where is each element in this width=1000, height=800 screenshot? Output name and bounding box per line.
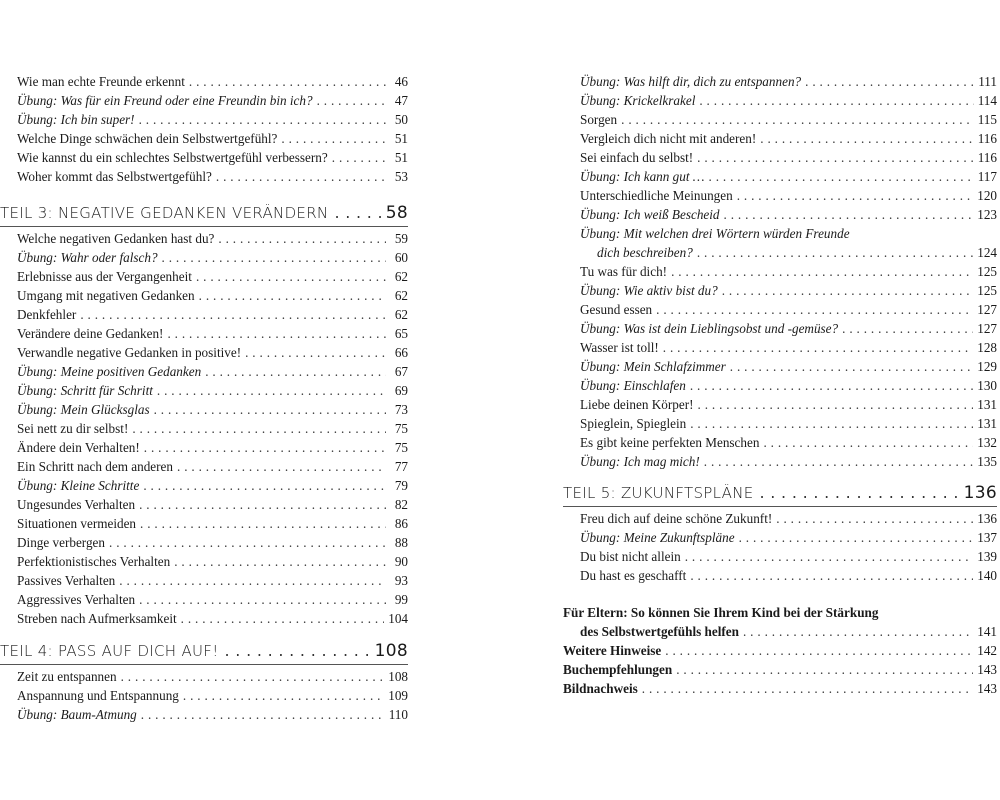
parents-entry-continuation[interactable] xyxy=(580,622,997,641)
entry-page: 67 xyxy=(394,364,408,379)
leader-dots xyxy=(177,457,386,476)
entry-page: 129 xyxy=(977,359,997,374)
parents-title-continued: des Selbstwertgefühls helfen xyxy=(580,624,739,639)
toc-entry[interactable] xyxy=(580,167,997,186)
entry-title: Aggressives Verhalten xyxy=(17,592,136,607)
entry-title: Woher kommt das Selbstwertgefühl? xyxy=(17,169,212,184)
entry-title: Denkfehler xyxy=(17,307,77,322)
entry-page: 124 xyxy=(977,245,997,260)
toc-entry[interactable] xyxy=(580,72,997,91)
toc-entry[interactable] xyxy=(580,395,997,414)
leader-dots xyxy=(157,381,386,400)
toc-entry[interactable] xyxy=(17,552,408,571)
entry-page: 46 xyxy=(394,74,408,89)
part-title: TEIL 5: ZUKUNFTSPLÄNE xyxy=(563,484,754,502)
toc-entry[interactable] xyxy=(17,305,408,324)
leader-dots xyxy=(216,167,386,186)
toc-entry[interactable] xyxy=(580,110,997,129)
entry-title: Übung: Ich weiß Bescheid xyxy=(580,207,720,222)
entry-page: 62 xyxy=(394,269,408,284)
toc-entry[interactable] xyxy=(17,362,408,381)
leader-dots xyxy=(685,547,973,566)
entry-title: Übung: Wahr oder falsch? xyxy=(17,250,158,265)
entry-page: 111 xyxy=(978,74,997,89)
entry-page: 51 xyxy=(394,131,408,146)
entry-title: Übung: Was für ein Freund oder eine Freundin bin ich? xyxy=(17,93,313,108)
part-heading-3[interactable] xyxy=(0,203,408,223)
toc-entry[interactable] xyxy=(17,381,408,400)
entry-title: Übung: Meine Zukunftspläne xyxy=(580,530,735,545)
leader-dots xyxy=(690,414,973,433)
entry-page: 86 xyxy=(394,516,408,531)
toc-entry[interactable] xyxy=(17,590,408,609)
toc-entry[interactable] xyxy=(580,509,997,528)
entry-title: Übung: Baum-Atmung xyxy=(17,707,137,722)
entry-title: Übung: Einschlafen xyxy=(580,378,686,393)
entry-title: Ändere dein Verhalten! xyxy=(17,440,140,455)
entry-page: 62 xyxy=(394,288,408,303)
toc-entry[interactable] xyxy=(17,72,408,91)
toc-entry[interactable] xyxy=(17,110,408,129)
toc-entry[interactable] xyxy=(580,319,997,338)
entry-title: Wie kannst du ein schlechtes Selbstwertgefühl verbessern? xyxy=(17,150,328,165)
entry-title: Du bist nicht allein xyxy=(580,549,681,564)
part-page: 108 xyxy=(374,641,408,661)
toc-entry[interactable] xyxy=(580,566,997,585)
toc-entry[interactable] xyxy=(580,186,997,205)
leader-dots xyxy=(739,528,974,547)
entry-page: 130 xyxy=(977,378,997,393)
entry-page: 128 xyxy=(977,340,997,355)
leader-dots xyxy=(665,641,973,660)
entry-page: 125 xyxy=(977,283,997,298)
entry-title: Übung: Wie aktiv bist du? xyxy=(580,283,718,298)
entry-page: 75 xyxy=(394,440,408,455)
entry-title: Übung: Krickelkrakel xyxy=(580,93,696,108)
entry-title: Ein Schritt nach dem anderen xyxy=(17,459,173,474)
entry-title: Dinge verbergen xyxy=(17,535,106,550)
toc-entry[interactable] xyxy=(580,129,997,148)
toc-entry[interactable] xyxy=(17,495,408,514)
entry-page: 99 xyxy=(394,592,408,607)
entry-title: Es gibt keine perfekten Menschen xyxy=(580,435,760,450)
entry-page: 125 xyxy=(977,264,997,279)
toc-entry[interactable] xyxy=(580,528,997,547)
toc-entry[interactable] xyxy=(580,338,997,357)
entry-page: 131 xyxy=(977,416,997,431)
leader-dots xyxy=(760,483,960,502)
entry-page: 77 xyxy=(394,459,408,474)
entry-title: Buchempfehlungen xyxy=(563,662,673,677)
toc-entry[interactable] xyxy=(17,267,408,286)
toc-entry[interactable] xyxy=(17,419,408,438)
leader-dots xyxy=(722,281,974,300)
leader-dots xyxy=(776,509,973,528)
part-title: TEIL 4: PASS AUF DICH AUF! xyxy=(0,642,219,660)
leader-dots xyxy=(676,660,973,679)
leader-dots xyxy=(174,552,386,571)
toc-entry[interactable] xyxy=(17,533,408,552)
leader-dots xyxy=(690,376,973,395)
leader-dots xyxy=(121,667,385,686)
leader-dots xyxy=(842,319,973,338)
entry-title: Spieglein, Spieglein xyxy=(580,416,687,431)
entry-title: Zeit zu entspannen xyxy=(17,669,117,684)
leader-dots xyxy=(132,419,386,438)
parents-entry[interactable] xyxy=(563,603,997,622)
entry-title: Welche negativen Gedanken hast du? xyxy=(17,231,215,246)
part-heading-4[interactable] xyxy=(0,641,408,661)
entry-title: Vergleich dich nicht mit anderen! xyxy=(580,131,757,146)
leader-dots xyxy=(225,641,371,660)
entry-title: Perfektionistisches Verhalten xyxy=(17,554,171,569)
toc-entry[interactable] xyxy=(580,281,997,300)
entry-page: 120 xyxy=(977,188,997,203)
entry-page: 60 xyxy=(394,250,408,265)
entry-page: 136 xyxy=(977,511,997,526)
toc-entry-continuation[interactable] xyxy=(597,243,997,262)
leader-dots xyxy=(144,438,386,457)
entry-title: Du hast es geschafft xyxy=(580,568,687,583)
leader-dots xyxy=(663,338,973,357)
entry-title: Übung: Ich mag mich! xyxy=(580,454,700,469)
toc-entry[interactable] xyxy=(17,400,408,419)
entry-page: 143 xyxy=(977,662,997,677)
leader-dots xyxy=(143,476,386,495)
leader-dots xyxy=(139,590,386,609)
part-page: 58 xyxy=(385,203,408,223)
toc-entry[interactable] xyxy=(580,376,997,395)
entry-page: 66 xyxy=(394,345,408,360)
toc-entry[interactable] xyxy=(580,357,997,376)
toc-entry[interactable] xyxy=(17,343,408,362)
entry-page: 50 xyxy=(394,112,408,127)
leader-dots xyxy=(189,72,386,91)
entry-title: Erlebnisse aus der Vergangenheit xyxy=(17,269,192,284)
leader-dots xyxy=(724,205,974,224)
entry-title: Übung: Mit welchen drei Wörtern würden Freunde xyxy=(580,226,850,241)
part-heading-5[interactable] xyxy=(563,483,997,503)
entry-page: 132 xyxy=(977,435,997,450)
toc-entry[interactable] xyxy=(580,262,997,281)
toc-entry[interactable] xyxy=(17,248,408,267)
entry-title: Weitere Hinweise xyxy=(563,643,662,658)
entry-page: 140 xyxy=(977,568,997,583)
entry-title: Unterschiedliche Meinungen xyxy=(580,188,733,203)
entry-title: Übung: Kleine Schritte xyxy=(17,478,140,493)
leader-dots xyxy=(760,129,973,148)
entry-page: 116 xyxy=(977,150,997,165)
entry-page: 109 xyxy=(388,688,408,703)
entry-title: Übung: Was ist dein Lieblingsobst und -gemüse? xyxy=(580,321,839,336)
entry-page: 93 xyxy=(394,573,408,588)
heading-rule xyxy=(563,506,997,507)
leader-dots xyxy=(167,324,386,343)
back-entry[interactable] xyxy=(563,679,997,698)
leader-dots xyxy=(281,129,386,148)
toc-entry[interactable] xyxy=(17,686,408,705)
entry-title: Situationen vermeiden xyxy=(17,516,137,531)
leader-dots xyxy=(119,571,386,590)
leader-dots xyxy=(181,609,385,628)
toc-entry[interactable] xyxy=(580,300,997,319)
leader-dots xyxy=(154,400,386,419)
leader-dots xyxy=(642,679,973,698)
entry-title: Übung: Mein Schlafzimmer xyxy=(580,359,726,374)
leader-dots xyxy=(698,395,974,414)
toc-entry[interactable] xyxy=(17,129,408,148)
back-entry[interactable] xyxy=(563,641,997,660)
leader-dots xyxy=(697,148,974,167)
leader-dots xyxy=(139,495,386,514)
entry-title: Freu dich auf deine schöne Zukunft! xyxy=(580,511,773,526)
leader-dots xyxy=(709,167,974,186)
entry-title: Sei nett zu dir selbst! xyxy=(17,421,129,436)
entry-page: 69 xyxy=(394,383,408,398)
toc-entry[interactable] xyxy=(580,205,997,224)
leader-dots xyxy=(737,186,974,205)
toc-entry[interactable] xyxy=(17,91,408,110)
entry-title: Gesund essen xyxy=(580,302,653,317)
entry-title: Verändere deine Gedanken! xyxy=(17,326,164,341)
leader-dots xyxy=(199,286,386,305)
entry-page: 73 xyxy=(394,402,408,417)
entry-page: 137 xyxy=(977,530,997,545)
entry-page: 108 xyxy=(388,669,408,684)
entry-title: Sei einfach du selbst! xyxy=(580,150,694,165)
leader-dots xyxy=(690,566,973,585)
leader-dots xyxy=(697,243,973,262)
entry-page: 116 xyxy=(977,131,997,146)
toc-entry[interactable] xyxy=(17,514,408,533)
leader-dots xyxy=(218,229,386,248)
entry-page: 135 xyxy=(977,454,997,469)
toc-entry[interactable] xyxy=(17,438,408,457)
toc-entry[interactable] xyxy=(17,167,408,186)
entry-title: Übung: Ich kann gut … xyxy=(580,169,705,184)
entry-page: 79 xyxy=(394,478,408,493)
toc-entry[interactable] xyxy=(17,457,408,476)
entry-title: Wasser ist toll! xyxy=(580,340,659,355)
part-title: TEIL 3: NEGATIVE GEDANKEN VERÄNDERN xyxy=(0,204,329,222)
leader-dots xyxy=(656,300,973,319)
leader-dots xyxy=(162,248,386,267)
entry-title: Übung: Meine positiven Gedanken xyxy=(17,364,202,379)
leader-dots xyxy=(139,110,386,129)
leader-dots xyxy=(743,622,973,641)
entry-title: Sorgen xyxy=(580,112,618,127)
leader-dots xyxy=(183,686,384,705)
leader-dots xyxy=(621,110,974,129)
heading-rule xyxy=(0,664,408,665)
entry-page: 127 xyxy=(977,302,997,317)
entry-page: 75 xyxy=(394,421,408,436)
toc-entry[interactable] xyxy=(17,571,408,590)
toc-entry[interactable] xyxy=(580,547,997,566)
toc-entry[interactable] xyxy=(580,433,997,452)
toc-entry[interactable] xyxy=(580,414,997,433)
leader-dots xyxy=(763,433,973,452)
entry-page: 65 xyxy=(394,326,408,341)
leader-dots xyxy=(334,203,381,222)
leader-dots xyxy=(332,148,386,167)
leader-dots xyxy=(730,357,973,376)
toc-entry-multiline[interactable] xyxy=(580,224,997,243)
entry-page: 62 xyxy=(394,307,408,322)
entry-page: 53 xyxy=(394,169,408,184)
entry-page: 143 xyxy=(977,681,997,696)
entry-title: Wie man echte Freunde erkennt xyxy=(17,74,185,89)
entry-title: Passives Verhalten xyxy=(17,573,116,588)
back-entry[interactable] xyxy=(563,660,997,679)
entry-title: Tu was für dich! xyxy=(580,264,668,279)
part-page: 136 xyxy=(963,483,997,503)
leader-dots xyxy=(704,452,973,471)
entry-page: 88 xyxy=(394,535,408,550)
entry-title: Übung: Ich bin super! xyxy=(17,112,135,127)
entry-title: Ungesundes Verhalten xyxy=(17,497,136,512)
toc-entry[interactable] xyxy=(17,324,408,343)
leader-dots xyxy=(245,343,386,362)
entry-page: 51 xyxy=(394,150,408,165)
entry-page: 123 xyxy=(977,207,997,222)
toc-entry[interactable] xyxy=(580,452,997,471)
toc-entry[interactable] xyxy=(17,476,408,495)
toc-entry[interactable] xyxy=(580,91,997,110)
leader-dots xyxy=(140,514,386,533)
toc-entry[interactable] xyxy=(17,229,408,248)
parents-title: Für Eltern: So können Sie Ihrem Kind bei der Stärkung xyxy=(563,605,879,620)
entry-page: 142 xyxy=(977,643,997,658)
leader-dots xyxy=(671,262,973,281)
entry-title: Übung: Was hilft dir, dich zu entspannen? xyxy=(580,74,802,89)
entry-page: 104 xyxy=(388,611,408,626)
leader-dots xyxy=(805,72,974,91)
leader-dots xyxy=(317,91,386,110)
leader-dots xyxy=(80,305,386,324)
entry-title: Umgang mit negativen Gedanken xyxy=(17,288,195,303)
leader-dots xyxy=(196,267,386,286)
entry-page: 114 xyxy=(977,93,997,108)
entry-page: 141 xyxy=(977,624,997,639)
toc-entry[interactable] xyxy=(17,705,408,724)
entry-title-continued: dich beschreiben? xyxy=(597,245,693,260)
entry-title: Bildnachweis xyxy=(563,681,638,696)
entry-page: 117 xyxy=(977,169,997,184)
toc-entry[interactable] xyxy=(580,148,997,167)
entry-page: 59 xyxy=(394,231,408,246)
heading-rule xyxy=(0,226,408,227)
entry-title: Verwandle negative Gedanken in positive! xyxy=(17,345,242,360)
entry-title: Streben nach Aufmerksamkeit xyxy=(17,611,177,626)
leader-dots xyxy=(205,362,386,381)
entry-title: Übung: Mein Glücksglas xyxy=(17,402,150,417)
toc-entry[interactable] xyxy=(17,667,408,686)
toc-entry[interactable] xyxy=(17,286,408,305)
entry-title: Anspannung und Entspannung xyxy=(17,688,179,703)
entry-title: Welche Dinge schwächen dein Selbstwertgefühl? xyxy=(17,131,278,146)
entry-title: Übung: Schritt für Schritt xyxy=(17,383,153,398)
leader-dots xyxy=(141,705,385,724)
leader-dots xyxy=(109,533,386,552)
leader-dots xyxy=(699,91,973,110)
entry-page: 82 xyxy=(394,497,408,512)
entry-page: 115 xyxy=(977,112,997,127)
entry-title: Liebe deinen Körper! xyxy=(580,397,694,412)
entry-page: 139 xyxy=(977,549,997,564)
toc-entry[interactable] xyxy=(17,148,408,167)
entry-page: 110 xyxy=(388,707,408,722)
entry-page: 131 xyxy=(977,397,997,412)
entry-page: 90 xyxy=(394,554,408,569)
toc-entry[interactable] xyxy=(17,609,408,628)
entry-page: 47 xyxy=(394,93,408,108)
entry-page: 127 xyxy=(977,321,997,336)
